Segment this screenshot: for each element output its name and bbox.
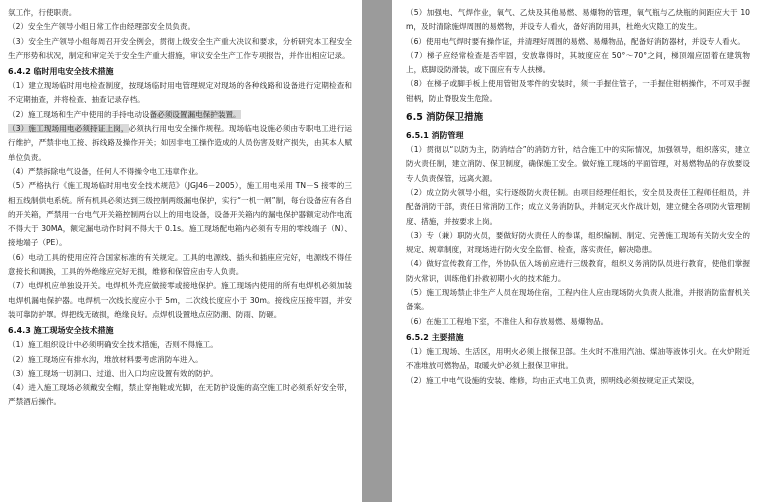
paragraph: （6）电动工具的使用应符合国家标准的有关规定。工具的电源线、插头和插座应完好，电源线不得任意接长和调换，工具的外绝缘应完好无损，维修和保管应由专人负责。: [8, 252, 352, 277]
page-gap: [362, 0, 392, 502]
paragraph: （7）梯子应经常检查是否牢固，安放靠得时，其坡度应在 50°～70°之间，梯顶端应固着在建筑物上，底脚设防滑装，或下面应有专人扶梯。: [406, 50, 750, 75]
paragraph: （1）施工现场、生活区，用明火必须上报保卫部。生火时不准用汽油、煤油等液体引火。在火炉附近不准堆放可燃物品，取暖火炉必须上报保卫审批。: [406, 346, 750, 371]
paragraph: （6）在施工工程地下室，不准住人和存放易燃、易爆物品。: [406, 316, 609, 326]
paragraph: （2）施工现场应有排水沟，堆放材料要考虑消防车进入。: [8, 354, 203, 364]
subsection-heading: 6.4.3 施工现场安全技术措施: [8, 326, 114, 336]
subsection-heading: 6.5.1 消防管理: [406, 131, 464, 141]
paragraph: （4）做好宣传教育工作，外协队伍入场前应进行三级教育，组织义务消防队员进行教育，使他们掌握防火常识，训练他们扑救初期小火的技术能力。: [406, 259, 750, 283]
paragraph: （5）加强电、气焊作业，氧气、乙炔及其他易燃、易爆物的管理，氧气瓶与乙炔瓶的间距应大于 10m，及时清除施焊周围的易燃物，并设专人看火，备好消防用具，杜绝火灾隐工的发生。: [406, 8, 750, 32]
paragraph: （3）专（兼）职防火员，要做好防火责任人的参谋，组织编制、制定、完善施工现场有关防火安全的规定、规章制度，对现场进行防火安全监督、检查，落实责任，解决隐患。: [406, 230, 750, 255]
paragraph: （3）安全生产领导小组每周召开安全例会，贯彻上级安全生产重大决议和要求，分析研究本工程安全生产形势和状况，制定和审定关于安全生产重大措施，审议安全生产工作专项报告，并作出相应记录。: [8, 36, 352, 60]
paragraph: （2）成立防火领导小组，实行逐级防火责任制。由项目经理任组长，安全员及责任工程师任组员，并配备消防干部，责任日常消防工作；成立义务消防队，并制定灭火作战计划，建立健全各项防火管理制度、措施，并按要求上岗。: [406, 187, 750, 226]
paragraph: （1）施工组织设计中必须明确安全技术措施，否则不得施工。: [8, 340, 218, 350]
paragraph: （5）严格执行《施工现场临时用电安全技术规范》（JGJ46－2005），施工用电采用 TN－S 接零的三相五线制供电系统。所有机具必须达到三级控制两级漏电保护，实行“一机一闸”制，每台设备应有各自的开关箱，严禁用一台电气开关箱控制两台以上的用电设备，设备开关箱内的漏电保护器额定动作电流不得大于 30MA，额定漏电动作时间不得大于 0.1s。施工现场配电箱内必须有专用的零线端子（N）、接地端子（PE）。: [8, 181, 352, 248]
paragraph: （7）电焊机应单独设开关。电焊机外壳应做接零或接地保护。施工现场内使用的所有电焊机必须加装电焊机漏电保护器。电焊机一次线长度应小于 5m，二次线长度应小于 30m。接线应压接牢固，并安装可靠防护罩。焊把线无破损，绝缘良好。点焊机设置地点应防潮、防雨、防砸。: [8, 281, 352, 319]
paragraph: （5）施工现场禁止非生产人员在现场住宿，工程内住人应由现场防火负责人批准，并报消防监督机关备案。: [406, 288, 750, 312]
paragraph: （2）安全生产领导小组日常工作由经理部安全员负责。: [8, 22, 196, 32]
document-page-left: [0, 0, 362, 502]
paragraph: （4）严禁拆除电气设备，任何人不得操令电工违章作业。: [8, 166, 203, 176]
paragraph: （2）施工中电气设施的安装、维修，均由正式电工负责，照明线必须按规定正式架设，: [406, 375, 700, 385]
paragraph: （1）建立现场临时用电检查制度，按现场临时用电管理规定对现场的各种线路和设备进行定期检查和不定期抽查，并将检查、抽查记录存档。: [8, 81, 352, 105]
paragraph: （3）施工现场一切洞口、过道、出入口均应设置有效的防护。: [8, 368, 218, 378]
paragraph: （1）贯彻以“以防为主，防消结合”的消防方针，结合施工中的实际情况，加强领导，组织落实，建立防火责任制，建立消防、保卫制度，确保施工安全。做好施工现场的平面管理，对易燃物品的存放要设专人负责保管，远离火源。: [406, 145, 750, 183]
subsection-heading: 6.4.2 临时用电安全技术措施: [8, 67, 114, 77]
selection-highlight: （3）施工现场用电必须持证上岗，: [8, 124, 129, 134]
paragraph: （6）使用电气焊时要有操作证，并清理好周围的易燃、易爆物品，配备好消防器材，并设专人看火。: [406, 36, 745, 46]
selection-highlight: 备必须设置漏电保护装置。: [149, 109, 241, 119]
section-heading: 6.5 消防保卫措施: [406, 112, 484, 124]
paragraph: （3）施工现场用电必须持证上岗，必须执行用电安全操作规程。现场临电设施必须由专职电工进行运行维护，严禁非电工接、拆线路及操作开关；如因非电工操作造成的人员伤害及财产损失，由其本人赋单位负责。: [8, 124, 352, 162]
paragraph: （2）施工现场和生产中使用的手持电动设备必须设置漏电保护装置。: [8, 109, 241, 119]
paragraph: （4）进入施工现场必须戴安全帽，禁止穿拖鞋或光脚，在无防护设施的高空施工时必须系好安全带，严禁酒后操作。: [8, 383, 352, 407]
document-page-right: [392, 0, 760, 502]
subsection-heading: 6.5.2 主要措施: [406, 332, 464, 342]
paragraph: （8）在梯子或脚手板上使用管钳及零件的安装时，须一手握住管子，一手握住钳柄操作，不可双手握钳柄，防止脊股发生危险。: [406, 79, 750, 103]
paragraph: 氛工作，行使职责。: [8, 8, 77, 17]
